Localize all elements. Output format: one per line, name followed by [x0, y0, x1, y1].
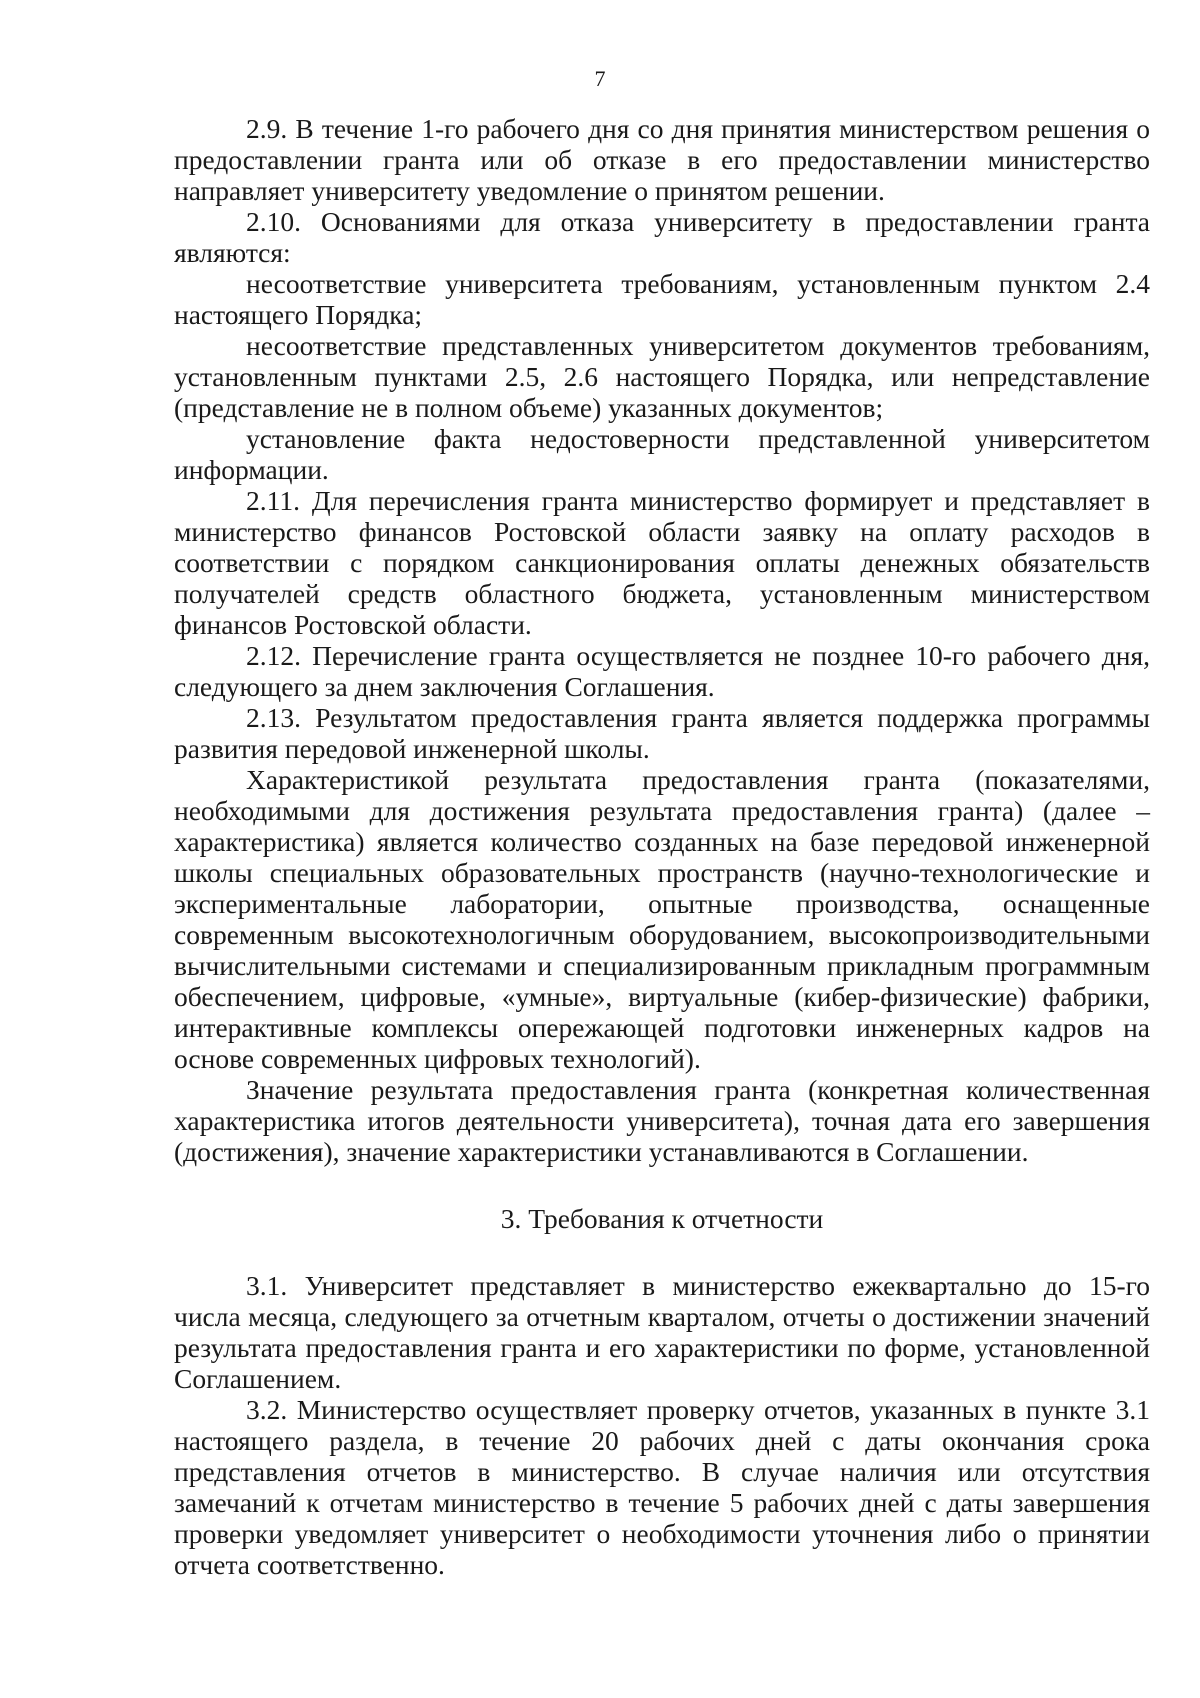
paragraph-characteristic: Характеристикой результата предоставления гранта (показателями, необходимыми для достижения результата предоставления гранта) (далее – характеристика) является количество созданных на базе передовой инженерной школы специальных образовательных пространств (научно-технологические и экспериментальные лаборатории, опытные производства, оснащенные современным высокотехнологичным оборудованием, высокопроизводительными вычислительными системами и специализированным прикладным программным обеспечением, цифровые, «умные», виртуальные (кибер-физические) фабрики, интерактивные комплексы опережающей подготовки инженерных кадров на основе современных цифровых технологий).	[174, 764, 1150, 1074]
paragraph-2-12: 2.12. Перечисление гранта осуществляется не позднее 10-го рабочего дня, следующего за днем заключения Соглашения.	[174, 640, 1150, 702]
paragraph-3-1: 3.1. Университет представляет в министерство ежеквартально до 15-го числа месяца, следующего за отчетным кварталом, отчеты о достижении значений результата предоставления гранта и его характеристики по форме, установленной Соглашением.	[174, 1270, 1150, 1394]
paragraph-2-9: 2.9. В течение 1-го рабочего дня со дня принятия министерством решения о предоставлении гранта или об отказе в его предоставлении министерство направляет университету уведомление о принятом решении.	[174, 113, 1150, 206]
paragraph-2-13: 2.13. Результатом предоставления гранта является поддержка программы развития передовой инженерной школы.	[174, 702, 1150, 764]
paragraph-2-10-item-3: установление факта недостоверности представленной университетом информации.	[174, 423, 1150, 485]
paragraph-3-2: 3.2. Министерство осуществляет проверку отчетов, указанных в пункте 3.1 настоящего раздела, в течение 20 рабочих дней с даты окончания срока представления отчетов в министерство. В случае наличия или отсутствия замечаний к отчетам министерство в течение 5 рабочих дней с даты завершения проверки уведомляет университет о необходимости уточнения либо о принятии отчета соответственно.	[174, 1394, 1150, 1580]
document-body	[174, 113, 1150, 1580]
page-number: 7	[594, 66, 606, 91]
section-heading: 3. Требования к отчетности	[500, 1203, 824, 1234]
paragraph-2-10: 2.10. Основаниями для отказа университету в предоставлении гранта являются:	[174, 206, 1150, 268]
paragraph-result-value: Значение результата предоставления гранта (конкретная количественная характеристика итогов деятельности университета), точная дата его завершения (достижения), значение характеристики устанавливаются в Соглашении.	[174, 1074, 1150, 1167]
paragraph-2-10-item-2: несоответствие представленных университетом документов требованиям, установленным пунктами 2.5, 2.6 настоящего Порядка, или непредставление (представление не в полном объеме) указанных документов;	[174, 330, 1150, 423]
paragraph-2-11: 2.11. Для перечисления гранта министерство формирует и представляет в министерство финансов Ростовской области заявку на оплату расходов в соответствии с порядком санкционирования оплаты денежных обязательств получателей средств областного бюджета, установленным министерством финансов Ростовской области.	[174, 485, 1150, 640]
paragraph-2-10-item-1: несоответствие университета требованиям, установленным пунктом 2.4 настоящего Порядка;	[174, 268, 1150, 330]
